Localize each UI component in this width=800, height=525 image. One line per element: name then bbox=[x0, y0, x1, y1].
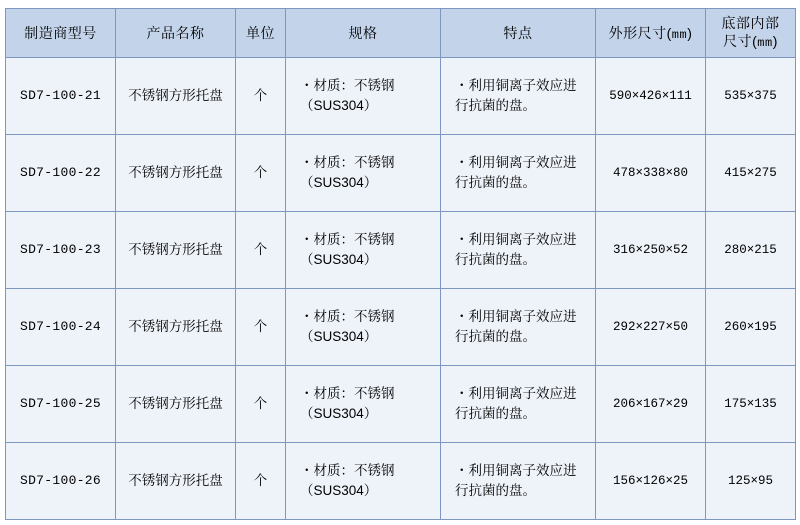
cell-spec bbox=[286, 58, 441, 135]
column-header-product-name-label: 产品名称 bbox=[146, 25, 205, 41]
cell-product-name: 不锈钢方形托盘 bbox=[116, 135, 236, 212]
cell-feature-line1: ・利用铜离子效应进 bbox=[455, 462, 577, 478]
column-header-inner-dimension-suffix: ) bbox=[772, 32, 778, 49]
cell-spec bbox=[286, 135, 441, 212]
cell-feature-line2: 行抗菌的盘。 bbox=[455, 98, 536, 113]
cell-model: SD7-100-26 bbox=[6, 443, 116, 520]
cell-model: SD7-100-23 bbox=[6, 212, 116, 289]
cell-inner-dimension: 125×95 bbox=[706, 443, 796, 520]
cell-unit: 个 bbox=[236, 58, 286, 135]
cell-feature-line2: 行抗菌的盘。 bbox=[455, 175, 536, 190]
cell-feature bbox=[441, 135, 596, 212]
table-header bbox=[6, 9, 796, 58]
table-row bbox=[6, 443, 796, 520]
column-header-feature-label: 特点 bbox=[503, 25, 533, 41]
cell-outer-dimension: 292×227×50 bbox=[596, 289, 706, 366]
cell-model: SD7-100-22 bbox=[6, 135, 116, 212]
cell-spec-line1: ・材质：不锈钢 bbox=[300, 385, 395, 401]
cell-feature-line1: ・利用铜离子效应进 bbox=[455, 77, 577, 93]
cell-product-name: 不锈钢方形托盘 bbox=[116, 366, 236, 443]
column-header-product-name bbox=[116, 9, 236, 58]
column-header-outer-dimension-suffix: ) bbox=[687, 25, 693, 41]
column-header-outer-dimension bbox=[596, 9, 706, 58]
table-row bbox=[6, 212, 796, 289]
cell-feature bbox=[441, 366, 596, 443]
cell-spec-line2: （SUS304） bbox=[300, 175, 378, 190]
cell-feature bbox=[441, 212, 596, 289]
cell-product-name: 不锈钢方形托盘 bbox=[116, 289, 236, 366]
cell-product-name: 不锈钢方形托盘 bbox=[116, 212, 236, 289]
table-header-row bbox=[6, 9, 796, 58]
cell-feature bbox=[441, 58, 596, 135]
column-header-model-label: 制造商型号 bbox=[24, 25, 97, 41]
cell-feature-line2: 行抗菌的盘。 bbox=[455, 483, 536, 498]
column-header-model bbox=[6, 9, 116, 58]
cell-feature bbox=[441, 289, 596, 366]
cell-unit: 个 bbox=[236, 135, 286, 212]
column-header-spec bbox=[286, 9, 441, 58]
cell-outer-dimension: 206×167×29 bbox=[596, 366, 706, 443]
cell-product-name: 不锈钢方形托盘 bbox=[116, 443, 236, 520]
cell-feature-line1: ・利用铜离子效应进 bbox=[455, 385, 577, 401]
cell-spec-line1: ・材质：不锈钢 bbox=[300, 154, 395, 170]
cell-feature-line1: ・利用铜离子效应进 bbox=[455, 154, 577, 170]
cell-unit: 个 bbox=[236, 289, 286, 366]
cell-outer-dimension: 156×126×25 bbox=[596, 443, 706, 520]
column-header-feature bbox=[441, 9, 596, 58]
cell-spec-line1: ・材质：不锈钢 bbox=[300, 231, 395, 247]
cell-feature-line1: ・利用铜离子效应进 bbox=[455, 231, 577, 247]
column-header-inner-dimension-unit: mm bbox=[757, 35, 773, 50]
cell-inner-dimension: 260×195 bbox=[706, 289, 796, 366]
cell-unit: 个 bbox=[236, 212, 286, 289]
cell-spec bbox=[286, 366, 441, 443]
cell-spec bbox=[286, 212, 441, 289]
cell-spec-line2: （SUS304） bbox=[300, 483, 378, 498]
table-row bbox=[6, 58, 796, 135]
cell-outer-dimension: 478×338×80 bbox=[596, 135, 706, 212]
column-header-outer-dimension-unit: mm bbox=[671, 28, 688, 42]
cell-outer-dimension: 316×250×52 bbox=[596, 212, 706, 289]
cell-spec-line2: （SUS304） bbox=[300, 252, 378, 267]
cell-model: SD7-100-25 bbox=[6, 366, 116, 443]
cell-feature-line2: 行抗菌的盘。 bbox=[455, 406, 536, 421]
table-row bbox=[6, 366, 796, 443]
column-header-outer-dimension-label: 外形尺寸( bbox=[608, 25, 672, 41]
cell-unit: 个 bbox=[236, 366, 286, 443]
cell-spec bbox=[286, 289, 441, 366]
cell-spec-line2: （SUS304） bbox=[300, 329, 378, 344]
column-header-inner-dimension-line2: 尺寸( bbox=[723, 32, 758, 49]
cell-model: SD7-100-24 bbox=[6, 289, 116, 366]
cell-model: SD7-100-21 bbox=[6, 58, 116, 135]
table-row bbox=[6, 289, 796, 366]
cell-inner-dimension: 415×275 bbox=[706, 135, 796, 212]
cell-feature-line2: 行抗菌的盘。 bbox=[455, 252, 536, 267]
cell-spec-line2: （SUS304） bbox=[300, 98, 378, 113]
cell-unit: 个 bbox=[236, 443, 286, 520]
cell-inner-dimension: 535×375 bbox=[706, 58, 796, 135]
table-body bbox=[6, 58, 796, 520]
column-header-inner-dimension bbox=[706, 9, 796, 58]
cell-spec-line1: ・材质：不锈钢 bbox=[300, 308, 395, 324]
cell-inner-dimension: 280×215 bbox=[706, 212, 796, 289]
column-header-inner-dimension-line1: 底部内部 bbox=[721, 15, 780, 32]
cell-feature bbox=[441, 443, 596, 520]
cell-spec-line1: ・材质：不锈钢 bbox=[300, 462, 395, 478]
column-header-spec-label: 规格 bbox=[348, 25, 378, 41]
cell-spec bbox=[286, 443, 441, 520]
cell-spec-line2: （SUS304） bbox=[300, 406, 378, 421]
cell-outer-dimension: 590×426×111 bbox=[596, 58, 706, 135]
cell-inner-dimension: 175×135 bbox=[706, 366, 796, 443]
column-header-unit bbox=[236, 9, 286, 58]
product-specification-table bbox=[5, 8, 796, 520]
cell-spec-line1: ・材质：不锈钢 bbox=[300, 77, 395, 93]
table-row bbox=[6, 135, 796, 212]
column-header-unit-label: 单位 bbox=[246, 25, 275, 41]
cell-feature-line1: ・利用铜离子效应进 bbox=[455, 308, 577, 324]
cell-product-name: 不锈钢方形托盘 bbox=[116, 58, 236, 135]
cell-feature-line2: 行抗菌的盘。 bbox=[455, 329, 536, 344]
